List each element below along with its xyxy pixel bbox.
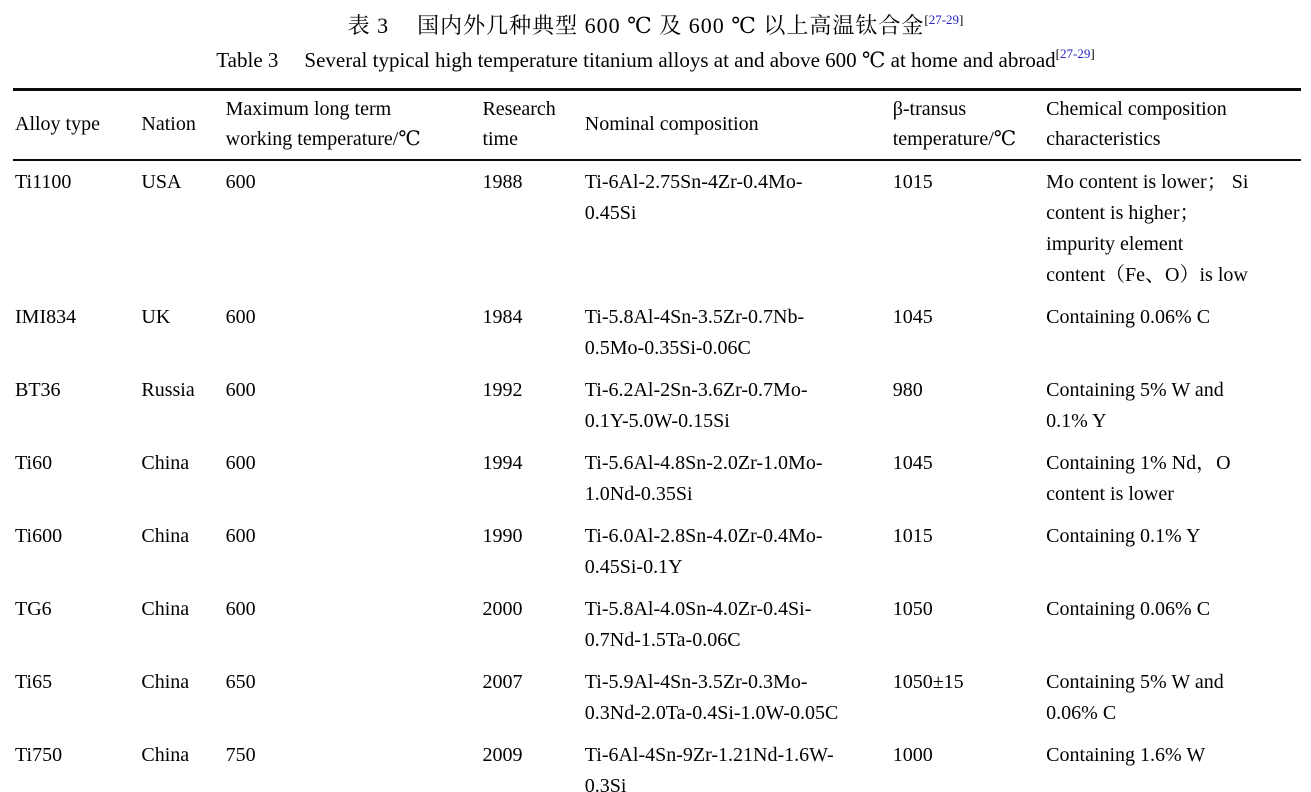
- cell-beta-transus-temperature: 1050±15: [892, 671, 964, 693]
- cell-research-time: 1990: [482, 525, 523, 547]
- cell-alloy-type: BT36: [15, 379, 61, 401]
- table-title-en: [0, 42, 1311, 78]
- cell-nation: China: [141, 671, 190, 693]
- cell-chemical-characteristics: [1044, 160, 1301, 296]
- table-row: [13, 369, 1301, 442]
- characteristics-line: content（Fe、O）is low: [1046, 264, 1248, 286]
- cell-research-time: 2009: [482, 744, 523, 766]
- composition-line: 0.1Y-5.0W-0.15Si: [584, 410, 730, 432]
- cell-max-working-temperature: 600: [225, 525, 256, 547]
- col-header-line: Nation: [141, 113, 196, 135]
- col-header-rtime: [480, 90, 582, 161]
- table-header: [13, 90, 1301, 161]
- cell-chemical-characteristics: [1044, 588, 1301, 661]
- cell-chemical-characteristics: [1044, 296, 1301, 369]
- col-header-nation: [139, 90, 223, 161]
- characteristics-line: Mo content is lower； Si: [1046, 171, 1249, 193]
- cell-beta-transus-temperature: 1050: [892, 598, 933, 620]
- cell-nation: Russia: [141, 379, 195, 401]
- cell-chemical-characteristics: [1044, 661, 1301, 734]
- composition-line: Ti-6.2Al-2Sn-3.6Zr-0.7Mo-: [584, 379, 808, 401]
- cell-alloy-type: Ti65: [15, 671, 53, 693]
- cell-research-time: 1992: [482, 379, 523, 401]
- cell-research-time: 2000: [482, 598, 523, 620]
- cell-nation: China: [141, 744, 190, 766]
- cell-beta-transus-temperature: 1045: [892, 452, 933, 474]
- col-header-line: Chemical composition: [1046, 98, 1227, 120]
- cell-chemical-characteristics: [1044, 369, 1301, 442]
- composition-line: Ti-5.9Al-4Sn-3.5Zr-0.3Mo-: [584, 671, 808, 693]
- cell-research-time: 1984: [482, 306, 523, 328]
- cell-beta-transus-temperature: 1045: [892, 306, 933, 328]
- composition-line: 0.3Nd-2.0Ta-0.4Si-1.0W-0.05C: [584, 702, 839, 724]
- composition-line: 0.45Si-0.1Y: [584, 556, 683, 578]
- cell-beta-transus-temperature: 1015: [892, 525, 933, 547]
- cell-chemical-characteristics: [1044, 515, 1301, 588]
- table-number-en: Table 3: [216, 48, 279, 72]
- col-header-alloy: [13, 90, 139, 161]
- cell-alloy-type: TG6: [15, 598, 52, 620]
- composition-line: 1.0Nd-0.35Si: [584, 483, 693, 505]
- cell-chemical-characteristics: [1044, 442, 1301, 515]
- cell-nation: UK: [141, 306, 171, 328]
- cell-research-time: 1988: [482, 171, 523, 193]
- table-row: [13, 588, 1301, 661]
- table-number-zh: 表 3: [347, 13, 390, 38]
- cell-nominal-composition: [583, 369, 891, 442]
- cell-research-time: 2007: [482, 671, 523, 693]
- cell-nation: China: [141, 452, 190, 474]
- characteristics-line: content is lower: [1046, 483, 1174, 505]
- composition-line: 0.3Si: [584, 775, 627, 792]
- characteristics-line: Containing 5% W and: [1046, 671, 1224, 693]
- cell-max-working-temperature: 600: [225, 379, 256, 401]
- cell-max-working-temperature: 750: [225, 744, 256, 766]
- reference-link[interactable]: 27-29: [928, 12, 960, 27]
- cell-beta-transus-temperature: 1015: [892, 171, 933, 193]
- composition-line: Ti-5.8Al-4.0Sn-4.0Zr-0.4Si-: [584, 598, 812, 620]
- cell-max-working-temperature: 600: [225, 171, 256, 193]
- cell-max-working-temperature: 600: [225, 306, 256, 328]
- table-title-en-text: Several typical high temperature titanium alloys at and above 600 ℃ at home and abroad: [304, 48, 1056, 72]
- table-row: [13, 515, 1301, 588]
- col-header-line: Alloy type: [15, 113, 100, 135]
- composition-line: Ti-6.0Al-2.8Sn-4.0Zr-0.4Mo-: [584, 525, 823, 547]
- col-header-line: characteristics: [1046, 128, 1161, 150]
- characteristics-line: Containing 1% Nd，O: [1046, 452, 1231, 474]
- cell-research-time: 1994: [482, 452, 523, 474]
- ref-bracket-close: ]: [1090, 46, 1095, 61]
- col-header-line: temperature/℃: [892, 128, 1017, 150]
- col-header-maxtemp: [224, 90, 481, 161]
- cell-nominal-composition: [583, 442, 891, 515]
- cell-max-working-temperature: 650: [225, 671, 256, 693]
- characteristics-line: 0.1% Y: [1046, 410, 1107, 432]
- cell-alloy-type: Ti750: [15, 744, 63, 766]
- composition-line: 0.45Si: [584, 202, 637, 224]
- characteristics-line: Containing 5% W and: [1046, 379, 1224, 401]
- table-title-zh-text: 国内外几种典型 600 ℃ 及 600 ℃ 以上高温钛合金: [417, 13, 925, 38]
- cell-nominal-composition: [583, 661, 891, 734]
- cell-nominal-composition: [583, 588, 891, 661]
- cell-beta-transus-temperature: 1000: [892, 744, 933, 766]
- alloy-table: [13, 88, 1301, 792]
- table-body: [13, 160, 1301, 792]
- characteristics-line: impurity element: [1046, 233, 1184, 255]
- col-header-nominal: [583, 90, 891, 161]
- cell-nominal-composition: [583, 734, 891, 792]
- cell-nation: China: [141, 598, 190, 620]
- characteristics-line: Containing 1.6% W: [1046, 744, 1206, 766]
- composition-line: 0.5Mo-0.35Si-0.06C: [584, 337, 751, 359]
- reference-superscript-en: [1056, 46, 1095, 61]
- col-header-line: Research: [482, 98, 556, 120]
- composition-line: Ti-6Al-4Sn-9Zr-1.21Nd-1.6W-: [584, 744, 834, 766]
- header-row: [13, 90, 1301, 161]
- col-header-line: Nominal composition: [584, 113, 759, 135]
- composition-line: Ti-5.6Al-4.8Sn-2.0Zr-1.0Mo-: [584, 452, 823, 474]
- table-title-zh: [0, 10, 1311, 42]
- composition-line: Ti-6Al-2.75Sn-4Zr-0.4Mo-: [584, 171, 803, 193]
- cell-nation: China: [141, 525, 190, 547]
- composition-line: 0.7Nd-1.5Ta-0.06C: [584, 629, 741, 651]
- table-caption-block: [0, 0, 1311, 78]
- cell-nominal-composition: [583, 296, 891, 369]
- reference-superscript-zh: [924, 12, 963, 27]
- col-header-line: Maximum long term: [225, 98, 392, 120]
- cell-max-working-temperature: 600: [225, 452, 256, 474]
- cell-alloy-type: IMI834: [15, 306, 77, 328]
- table-row: [13, 296, 1301, 369]
- col-header-chem: [1044, 90, 1301, 161]
- cell-alloy-type: Ti60: [15, 452, 53, 474]
- cell-nation: USA: [141, 171, 182, 193]
- cell-max-working-temperature: 600: [225, 598, 256, 620]
- table-row: [13, 661, 1301, 734]
- cell-chemical-characteristics: [1044, 734, 1301, 792]
- characteristics-line: Containing 0.1% Y: [1046, 525, 1201, 547]
- composition-line: Ti-5.8Al-4Sn-3.5Zr-0.7Nb-: [584, 306, 805, 328]
- ref-bracket-open: [: [1055, 46, 1060, 61]
- reference-link[interactable]: 27-29: [1060, 46, 1091, 61]
- characteristics-line: content is higher；: [1046, 202, 1200, 224]
- characteristics-line: Containing 0.06% C: [1046, 598, 1211, 620]
- table-row: [13, 442, 1301, 515]
- col-header-beta: [891, 90, 1044, 161]
- ref-bracket-open: [: [924, 12, 929, 27]
- table-row: [13, 160, 1301, 296]
- table-row: [13, 734, 1301, 792]
- cell-nominal-composition: [583, 515, 891, 588]
- cell-beta-transus-temperature: 980: [892, 379, 923, 401]
- characteristics-line: 0.06% C: [1046, 702, 1117, 724]
- col-header-line: time: [482, 128, 518, 150]
- cell-alloy-type: Ti1100: [15, 171, 72, 193]
- col-header-line: working temperature/℃: [225, 128, 421, 150]
- ref-bracket-close: ]: [959, 12, 964, 27]
- characteristics-line: Containing 0.06% C: [1046, 306, 1211, 328]
- col-header-line: β-transus: [892, 98, 967, 120]
- cell-nominal-composition: [583, 160, 891, 296]
- cell-alloy-type: Ti600: [15, 525, 63, 547]
